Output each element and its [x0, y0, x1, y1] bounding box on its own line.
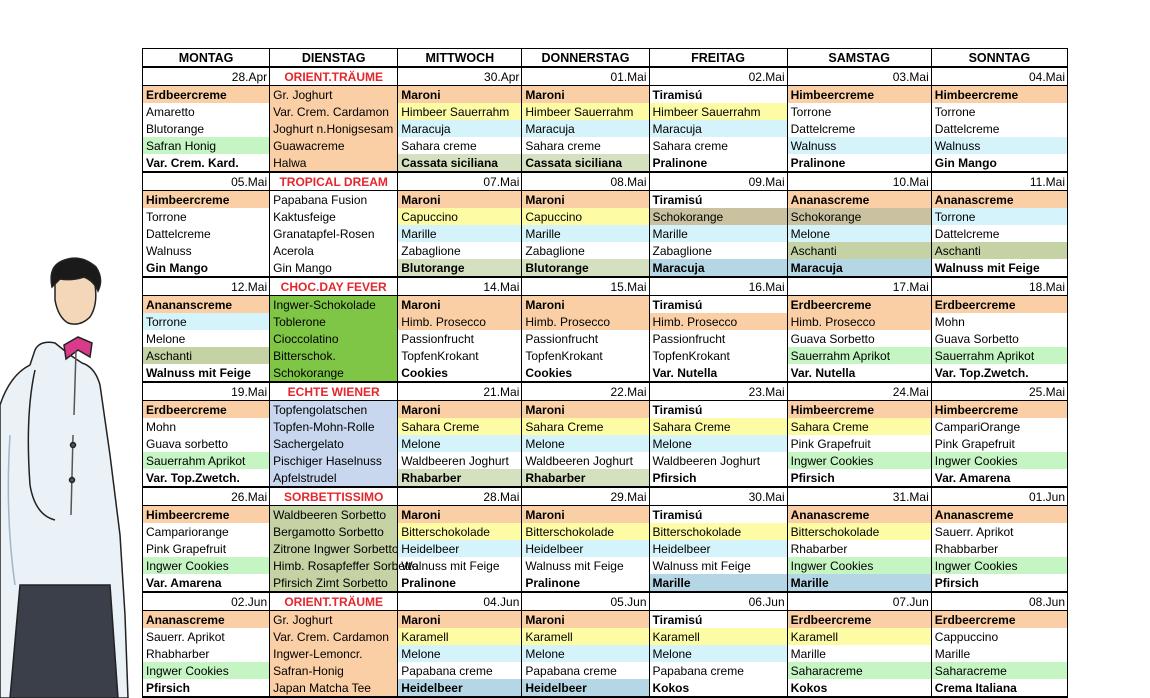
flavor-cell: Bitterschok. [270, 347, 398, 364]
flavor-cell: Ananascreme [143, 611, 270, 629]
flavor-cell: Bitterschokolade [522, 523, 649, 540]
weekday-header-freitag: FREITAG [649, 49, 787, 68]
flavor-row [143, 313, 1068, 330]
flavor-cell: Walnuss mit Feige [649, 557, 787, 574]
flavor-cell: Pralinone [649, 154, 787, 172]
flavor-cell: Tiramisú [649, 401, 787, 419]
date-cell: 05.Jun [522, 592, 649, 611]
flavor-cell: Kaktusfeige [270, 208, 398, 225]
flavor-cell: Melone [649, 435, 787, 452]
flavor-cell: Walnuss mit Feige [143, 364, 270, 382]
flavor-cell: Papabana creme [522, 662, 649, 679]
flavor-cell: Sahara Creme [398, 418, 522, 435]
flavor-cell: Melone [143, 330, 270, 347]
flavor-row [143, 469, 1068, 487]
flavor-row [143, 137, 1068, 154]
flavor-cell: Himbeercreme [787, 86, 931, 104]
flavor-cell: Joghurt n.Honigsesam [270, 120, 398, 137]
flavor-cell: TopfenKrokant [398, 347, 522, 364]
flavor-cell: Saharacreme [931, 662, 1067, 679]
flavor-cell: Maracuja [787, 259, 931, 277]
flavor-row [143, 435, 1068, 452]
flavor-cell: Dattelcreme [931, 225, 1067, 242]
weekday-header-donnerstag: DONNERSTAG [522, 49, 649, 68]
flavor-cell: Ingwer Cookies [787, 452, 931, 469]
flavor-row [143, 330, 1068, 347]
flavor-cell: Dattelcreme [931, 120, 1067, 137]
flavor-cell: Marille [787, 574, 931, 592]
flavor-cell: Gin Mango [270, 259, 398, 277]
flavor-cell: Erdbeercreme [143, 86, 270, 104]
flavor-cell: Ingwer Cookies [143, 662, 270, 679]
flavor-cell: Blutorange [522, 259, 649, 277]
flavor-cell: Himbeercreme [931, 86, 1067, 104]
flavor-cell: Ananascreme [787, 506, 931, 524]
date-cell: 11.Mai [931, 172, 1067, 191]
flavor-cell: Himbeer Sauerrahm [398, 103, 522, 120]
flavor-cell: Maroni [398, 86, 522, 104]
flavor-cell: Blutorange [398, 259, 522, 277]
date-cell: 08.Mai [522, 172, 649, 191]
flavor-cell: Halwa [270, 154, 398, 172]
weekday-header-sonntag: SONNTAG [931, 49, 1067, 68]
flavor-cell: Saharacreme [787, 662, 931, 679]
flavor-cell: Var. Nutella [787, 364, 931, 382]
flavor-cell: Sahara Creme [787, 418, 931, 435]
date-cell: 14.Mai [398, 277, 522, 296]
flavor-cell: Aschanti [143, 347, 270, 364]
date-cell: 07.Jun [787, 592, 931, 611]
flavor-cell: Sauerrahm Aprikot [931, 347, 1067, 364]
flavor-cell: Bitterschokolade [649, 523, 787, 540]
waiter-illustration [0, 255, 143, 698]
flavor-cell: Aschanti [787, 242, 931, 259]
date-cell: 09.Mai [649, 172, 787, 191]
flavor-cell: Sahara creme [398, 137, 522, 154]
flavor-cell: Guava Sorbetto [931, 330, 1067, 347]
flavor-row [143, 103, 1068, 120]
date-cell: 30.Apr [398, 67, 522, 86]
date-cell: 06.Jun [649, 592, 787, 611]
flavor-cell: Schokorange [270, 364, 398, 382]
flavor-cell: Tiramisú [649, 506, 787, 524]
flavor-cell: Sauerr. Aprikot [931, 523, 1067, 540]
flavor-cell: Cioccolatino [270, 330, 398, 347]
flavor-cell: Ingwer Cookies [931, 452, 1067, 469]
flavor-cell: Melone [649, 645, 787, 662]
week-date-row [143, 172, 1068, 191]
flavor-cell: Dattelcreme [143, 225, 270, 242]
flavor-cell: Himbeercreme [787, 401, 931, 419]
date-cell: 23.Mai [649, 382, 787, 401]
flavor-cell: Cookies [398, 364, 522, 382]
flavor-cell: Maracuja [649, 120, 787, 137]
flavor-row [143, 401, 1068, 419]
flavor-cell: Sahara creme [522, 137, 649, 154]
flavor-cell: Var. Amarena [143, 574, 270, 592]
flavor-cell: Maroni [522, 296, 649, 314]
week-date-row [143, 277, 1068, 296]
date-cell: 07.Mai [398, 172, 522, 191]
flavor-cell: Maracuja [522, 120, 649, 137]
flavor-row [143, 225, 1068, 242]
flavor-cell: Waldbeeren Joghurt [649, 452, 787, 469]
theme-title: TROPICAL DREAM [270, 172, 398, 191]
flavor-cell: Aschanti [931, 242, 1067, 259]
flavor-cell: Marille [522, 225, 649, 242]
date-cell: 18.Mai [931, 277, 1067, 296]
flavor-cell: Waldbeeren Sorbetto [270, 506, 398, 524]
date-cell: 25.Mai [931, 382, 1067, 401]
flavor-cell: Sahara Creme [522, 418, 649, 435]
flavor-cell: Ananascreme [787, 191, 931, 209]
flavor-cell: Maroni [398, 296, 522, 314]
theme-title: ECHTE WIENER [270, 382, 398, 401]
flavor-cell: Maracuja [398, 120, 522, 137]
flavor-cell: Toblerone [270, 313, 398, 330]
flavor-cell: Karamell [522, 628, 649, 645]
date-cell: 01.Jun [931, 487, 1067, 506]
flavor-cell: Rhabarber [787, 540, 931, 557]
flavor-cell: Papabana creme [649, 662, 787, 679]
date-cell: 17.Mai [787, 277, 931, 296]
flavor-cell: Var. Crem. Cardamon [270, 103, 398, 120]
flavor-cell: Var. Nutella [649, 364, 787, 382]
flavor-cell: Ingwer-Schokolade [270, 296, 398, 314]
flavor-cell: Melone [522, 435, 649, 452]
flavor-cell: Himb. Prosecco [398, 313, 522, 330]
flavor-cell: TopfenKrokant [522, 347, 649, 364]
flavor-cell: Himbeer Sauerrahm [522, 103, 649, 120]
flavor-cell: Var. Top.Zwetch. [931, 364, 1067, 382]
ice-cream-flavor-schedule [142, 48, 1068, 698]
flavor-cell: Torrone [143, 313, 270, 330]
flavor-cell: Tiramisú [649, 296, 787, 314]
flavor-cell: Pfirsich [649, 469, 787, 487]
flavor-cell: Ananascreme [931, 506, 1067, 524]
flavor-cell: Capuccino [522, 208, 649, 225]
flavor-row [143, 540, 1068, 557]
date-cell: 05.Mai [143, 172, 270, 191]
flavor-cell: Blutorange [143, 120, 270, 137]
date-cell: 22.Mai [522, 382, 649, 401]
flavor-cell: Marille [649, 574, 787, 592]
week-date-row [143, 382, 1068, 401]
date-cell: 03.Mai [787, 67, 931, 86]
flavor-row [143, 557, 1068, 574]
date-cell: 24.Mai [787, 382, 931, 401]
flavor-cell: Granatapfel-Rosen [270, 225, 398, 242]
flavor-cell: Gin Mango [931, 154, 1067, 172]
flavor-cell: Campariorange [143, 523, 270, 540]
flavor-cell: Himb. Prosecco [522, 313, 649, 330]
flavor-row [143, 611, 1068, 629]
flavor-cell: Torrone [143, 208, 270, 225]
flavor-cell: TopfenKrokant [649, 347, 787, 364]
flavor-cell: Erdbeercreme [931, 611, 1067, 629]
flavor-cell: Heidelbeer [522, 679, 649, 697]
flavor-cell: Erdbeercreme [143, 401, 270, 419]
week-date-row [143, 67, 1068, 86]
flavor-cell: Melone [787, 225, 931, 242]
flavor-cell: Cappuccino [931, 628, 1067, 645]
flavor-cell: Papabana creme [398, 662, 522, 679]
flavor-cell: Melone [398, 435, 522, 452]
flavor-cell: Heidelbeer [398, 679, 522, 697]
date-cell: 19.Mai [143, 382, 270, 401]
flavor-cell: CampariOrange [931, 418, 1067, 435]
date-cell: 10.Mai [787, 172, 931, 191]
flavor-cell: Var. Crem. Kard. [143, 154, 270, 172]
flavor-cell: Karamell [649, 628, 787, 645]
weekday-header-dienstag: DIENSTAG [270, 49, 398, 68]
week-date-row [143, 487, 1068, 506]
flavor-row [143, 645, 1068, 662]
flavor-cell: Walnuss [931, 137, 1067, 154]
flavor-row [143, 120, 1068, 137]
flavor-cell: Zabaglione [522, 242, 649, 259]
flavor-cell: Tiramisú [649, 611, 787, 629]
flavor-cell: Walnuss [143, 242, 270, 259]
date-cell: 21.Mai [398, 382, 522, 401]
date-cell: 15.Mai [522, 277, 649, 296]
flavor-cell: Cookies [522, 364, 649, 382]
flavor-row [143, 574, 1068, 592]
flavor-cell: Rhabarber [398, 469, 522, 487]
flavor-cell: Karamell [398, 628, 522, 645]
flavor-cell: Melone [522, 645, 649, 662]
flavor-cell: Maracuja [649, 259, 787, 277]
flavor-row [143, 208, 1068, 225]
flavor-cell: Topfen-Mohn-Rolle [270, 418, 398, 435]
flavor-cell: Papabana Fusion [270, 191, 398, 209]
date-cell: 01.Mai [522, 67, 649, 86]
flavor-cell: Himb. Rosapfeffer Sorbetto [270, 557, 398, 574]
flavor-cell: Pralinone [787, 154, 931, 172]
flavor-cell: Zabaglione [398, 242, 522, 259]
flavor-cell: Safran-Honig [270, 662, 398, 679]
date-cell: 31.Mai [787, 487, 931, 506]
flavor-cell: Sahara Creme [649, 418, 787, 435]
date-cell: 29.Mai [522, 487, 649, 506]
flavor-cell: Passionfrucht [649, 330, 787, 347]
date-cell: 30.Mai [649, 487, 787, 506]
date-cell: 28.Apr [143, 67, 270, 86]
flavor-cell: Waldbeeren Joghurt [522, 452, 649, 469]
flavor-row [143, 662, 1068, 679]
flavor-cell: Ananascreme [931, 191, 1067, 209]
flavor-cell: Dattelcreme [787, 120, 931, 137]
flavor-cell: Cassata siciliana [398, 154, 522, 172]
flavor-cell: Pink Grapefruit [143, 540, 270, 557]
flavor-cell: Waldbeeren Joghurt [398, 452, 522, 469]
flavor-row [143, 418, 1068, 435]
flavor-cell: Erdbeercreme [787, 611, 931, 629]
date-cell: 28.Mai [398, 487, 522, 506]
flavor-cell: Zabaglione [649, 242, 787, 259]
weekday-header-mittwoch: MITTWOCH [398, 49, 522, 68]
flavor-cell: Schokorange [787, 208, 931, 225]
date-cell: 02.Mai [649, 67, 787, 86]
waiter-figure [0, 258, 128, 698]
date-cell: 08.Jun [931, 592, 1067, 611]
flavor-cell: Torrone [931, 103, 1067, 120]
flavor-cell: Passionfrucht [522, 330, 649, 347]
flavor-cell: Capuccino [398, 208, 522, 225]
date-cell: 04.Mai [931, 67, 1067, 86]
flavor-cell: Maroni [522, 191, 649, 209]
flavor-cell: Mohn [931, 313, 1067, 330]
flavor-cell: Safran Honig [143, 137, 270, 154]
flavor-cell: Apfelstrudel [270, 469, 398, 487]
flavor-cell: Ingwer Cookies [931, 557, 1067, 574]
theme-title: ORIENT.TRÄUME [270, 67, 398, 86]
flavor-cell: Anananscreme [143, 296, 270, 314]
flavor-cell: Pischiger Haselnuss [270, 452, 398, 469]
flavor-cell: Himbeer Sauerrahm [649, 103, 787, 120]
flavor-cell: Maroni [398, 611, 522, 629]
flavor-cell: Sachergelato [270, 435, 398, 452]
flavor-cell: Marille [649, 225, 787, 242]
flavor-row [143, 679, 1068, 697]
date-cell: 02.Jun [143, 592, 270, 611]
date-cell: 16.Mai [649, 277, 787, 296]
flavor-cell: Heidelbeer [649, 540, 787, 557]
flavor-cell: Gr. Joghurt [270, 611, 398, 629]
flavor-cell: Himbeercreme [931, 401, 1067, 419]
flavor-cell: Sauerr. Aprikot [143, 628, 270, 645]
flavor-cell: Melone [398, 645, 522, 662]
week-date-row [143, 592, 1068, 611]
flavor-cell: Japan Matcha Tee [270, 679, 398, 697]
flavor-cell: Var. Crem. Cardamon [270, 628, 398, 645]
flavor-cell: Acerola [270, 242, 398, 259]
flavor-row [143, 86, 1068, 104]
flavor-cell: Bitterschokolade [398, 523, 522, 540]
date-cell: 26.Mai [143, 487, 270, 506]
flavor-cell: Mohn [143, 418, 270, 435]
flavor-cell: Maroni [522, 86, 649, 104]
flavor-cell: Marille [398, 225, 522, 242]
theme-title: SORBETTISSIMO [270, 487, 398, 506]
flavor-cell: Maroni [522, 611, 649, 629]
flavor-cell: Torrone [787, 103, 931, 120]
flavor-cell: Kokos [787, 679, 931, 697]
flavor-cell: Rhabarber [522, 469, 649, 487]
flavor-cell: Himbeercreme [143, 191, 270, 209]
flavor-cell: Maroni [398, 506, 522, 524]
flavor-cell: Pfirsich [931, 574, 1067, 592]
flavor-cell: Marille [787, 645, 931, 662]
flavor-cell: Maroni [522, 401, 649, 419]
date-cell: 12.Mai [143, 277, 270, 296]
flavor-cell: Pink Grapefruit [787, 435, 931, 452]
flavor-cell: Gin Mango [143, 259, 270, 277]
flavor-cell: Pfirsich Zimt Sorbetto [270, 574, 398, 592]
flavor-cell: Walnuss mit Feige [398, 557, 522, 574]
flavor-row [143, 191, 1068, 209]
theme-title: ORIENT.TRÄUME [270, 592, 398, 611]
flavor-cell: Guava Sorbetto [787, 330, 931, 347]
flavor-cell: Walnuss mit Feige [931, 259, 1067, 277]
flavor-cell: Sahara creme [649, 137, 787, 154]
flavor-cell: Topfengolatschen [270, 401, 398, 419]
flavor-cell: Passionfrucht [398, 330, 522, 347]
flavor-cell: Karamell [787, 628, 931, 645]
flavor-cell: Gr. Joghurt [270, 86, 398, 104]
weekday-header-samstag: SAMSTAG [787, 49, 931, 68]
flavor-cell: Maroni [522, 506, 649, 524]
flavor-row [143, 523, 1068, 540]
flavor-row [143, 628, 1068, 645]
flavor-cell: Erdbeercreme [787, 296, 931, 314]
flavor-cell: Torrone [931, 208, 1067, 225]
flavor-cell: Tiramisú [649, 86, 787, 104]
flavor-cell: Rhabbarber [931, 540, 1067, 557]
flavor-cell: Maroni [398, 401, 522, 419]
flavor-cell: Heidelbeer [398, 540, 522, 557]
flavor-cell: Guava sorbetto [143, 435, 270, 452]
flavor-row [143, 154, 1068, 172]
flavor-cell: Marille [931, 645, 1067, 662]
flavor-row [143, 452, 1068, 469]
flavor-row [143, 296, 1068, 314]
flavor-cell: Rhabharber [143, 645, 270, 662]
flavor-row [143, 347, 1068, 364]
flavor-cell: Ingwer Cookies [787, 557, 931, 574]
flavor-row [143, 506, 1068, 524]
weekday-header-row [143, 49, 1068, 68]
flavor-cell: Maroni [398, 191, 522, 209]
flavor-cell: Pfirsich [787, 469, 931, 487]
flavor-cell: Pralinone [398, 574, 522, 592]
flavor-cell: Cassata siciliana [522, 154, 649, 172]
flavor-cell: Amaretto [143, 103, 270, 120]
flavor-cell: Var. Amarena [931, 469, 1067, 487]
flavor-cell: Schokorange [649, 208, 787, 225]
flavor-cell: Var. Top.Zwetch. [143, 469, 270, 487]
flavor-cell: Zitrone Ingwer Sorbetto [270, 540, 398, 557]
flavor-cell: Tiramisú [649, 191, 787, 209]
theme-title: CHOC.DAY FEVER [270, 277, 398, 296]
flavor-row [143, 259, 1068, 277]
flavor-cell: Pralinone [522, 574, 649, 592]
flavor-cell: Guawacreme [270, 137, 398, 154]
flavor-cell: Sauerrahm Aprikot [143, 452, 270, 469]
flavor-cell: Crema Italiana [931, 679, 1067, 697]
flavor-cell: Erdbeercreme [931, 296, 1067, 314]
weekday-header-montag: MONTAG [143, 49, 270, 68]
flavor-cell: Ingwer Cookies [143, 557, 270, 574]
flavor-cell: Bitterschokolade [787, 523, 931, 540]
flavor-cell: Heidelbeer [522, 540, 649, 557]
flavor-cell: Himbeercreme [143, 506, 270, 524]
flavor-cell: Sauerrahm Aprikot [787, 347, 931, 364]
flavor-cell: Himb. Prosecco [649, 313, 787, 330]
flavor-cell: Kokos [649, 679, 787, 697]
date-cell: 04.Jun [398, 592, 522, 611]
flavor-cell: Walnuss [787, 137, 931, 154]
flavor-row [143, 242, 1068, 259]
flavor-cell: Bergamotto Sorbetto [270, 523, 398, 540]
flavor-cell: Ingwer-Lemoncr. [270, 645, 398, 662]
flavor-cell: Pink Grapefruit [931, 435, 1067, 452]
flavor-cell: Pfirsich [143, 679, 270, 697]
flavor-cell: Himb. Prosecco [787, 313, 931, 330]
flavor-row [143, 364, 1068, 382]
flavor-cell: Walnuss mit Feige [522, 557, 649, 574]
